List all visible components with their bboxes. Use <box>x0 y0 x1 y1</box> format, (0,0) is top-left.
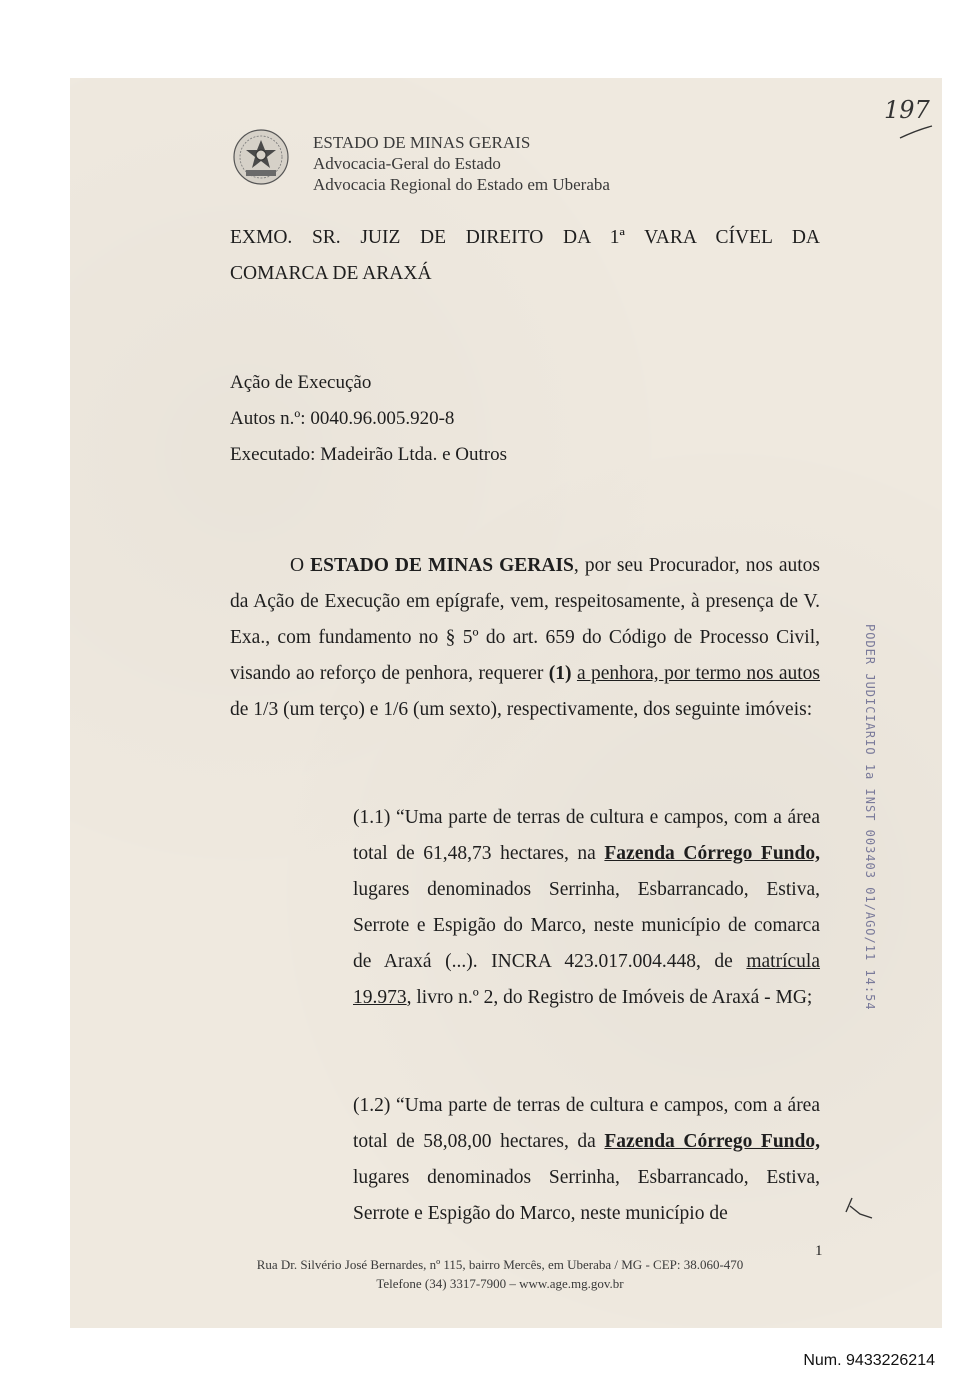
letterhead-state: ESTADO DE MINAS GERAIS <box>313 133 531 152</box>
text-run: , por seu Procurador, nos autos da Ação de Execução em epígrafe, vem, respeitosamente, à presença de V. Exa., com fundamento no § 5º do art. 659 do Código de Processo Civil, visando ao reforço de penhora, requerer <box>230 555 821 684</box>
case-record-number: Autos n.º: 0040.96.005.920-8 <box>230 408 455 429</box>
case-defendant: Executado: Madeirão Ltda. e Outros <box>230 444 507 465</box>
party-name: ESTADO DE MINAS GERAIS <box>310 555 574 576</box>
case-action: Ação de Execução <box>230 372 372 393</box>
addressee <box>230 220 820 292</box>
registration-number: matrícula 19.973 <box>353 951 820 1008</box>
farm-name: Fazenda Córrego Fundo, <box>604 1131 820 1152</box>
addressee-line-1: EXMO. SR. JUIZ DE DIREITO DA 1ª VARA CÍVEL DA <box>230 227 820 248</box>
page-number: 1 <box>815 1243 823 1259</box>
case-info <box>230 365 507 473</box>
footer-contact: Telefone (34) 3317-7900 – www.age.mg.gov.br <box>376 1276 624 1291</box>
request-underlined: a penhora, por termo nos autos <box>576 663 821 684</box>
farm-name: Fazenda Córrego Fundo, <box>604 843 820 864</box>
property-item-1 <box>353 800 820 1016</box>
text-run: lugares denominados Serrinha, Esbarrancado, Estiva, Serrote e Espigão do Marco, neste município de <box>353 1167 820 1224</box>
main-paragraph <box>230 548 820 728</box>
text-run: de 1/3 (um terço) e 1/6 (um sexto), respectivamente, dos seguinte imóveis: <box>230 699 813 720</box>
text-run: (1.2) “Uma parte de terras de cultura e campos, com a área total de 58,08,00 hectares, da <box>353 1095 820 1152</box>
handwritten-initial <box>838 1188 878 1228</box>
letterhead <box>313 132 610 195</box>
text-run: (1.1) “Uma parte de terras de cultura e campos, com a área total de 61,48,73 hectares, na <box>353 807 820 864</box>
text-run: O <box>290 555 311 576</box>
document-number: Num. 9433226214 <box>803 1352 935 1369</box>
handwritten-page-mark <box>882 86 942 146</box>
footer <box>200 1255 800 1293</box>
text-run: , livro n.º 2, do Registro de Imóveis de Araxá - MG; <box>406 987 813 1008</box>
addressee-line-2: COMARCA DE ARAXÁ <box>230 263 432 284</box>
letterhead-agency: Advocacia-Geral do Estado <box>313 154 501 173</box>
court-receipt-stamp-text: PODER JUDICIARIO 1a INST 003403 01/AGO/11 14:54 <box>863 624 877 1011</box>
footer-address: Rua Dr. Silvério José Bernardes, nº 115, bairro Mercês, em Uberaba / MG - CEP: 38.060-470 <box>256 1257 744 1272</box>
request-number: (1) <box>548 663 572 684</box>
text-run: lugares denominados Serrinha, Esbarrancado, Estiva, Serrote e Espigão do Marco, neste município de comarca de Araxá (...). INCRA 423.017.004.448, de <box>353 879 820 972</box>
letterhead-office: Advocacia Regional do Estado em Uberaba <box>313 175 610 194</box>
handwritten-page-number: 197 <box>884 96 930 124</box>
property-item-2 <box>353 1088 820 1232</box>
coat-of-arms-icon <box>232 128 290 186</box>
court-receipt-stamp <box>863 624 877 1011</box>
